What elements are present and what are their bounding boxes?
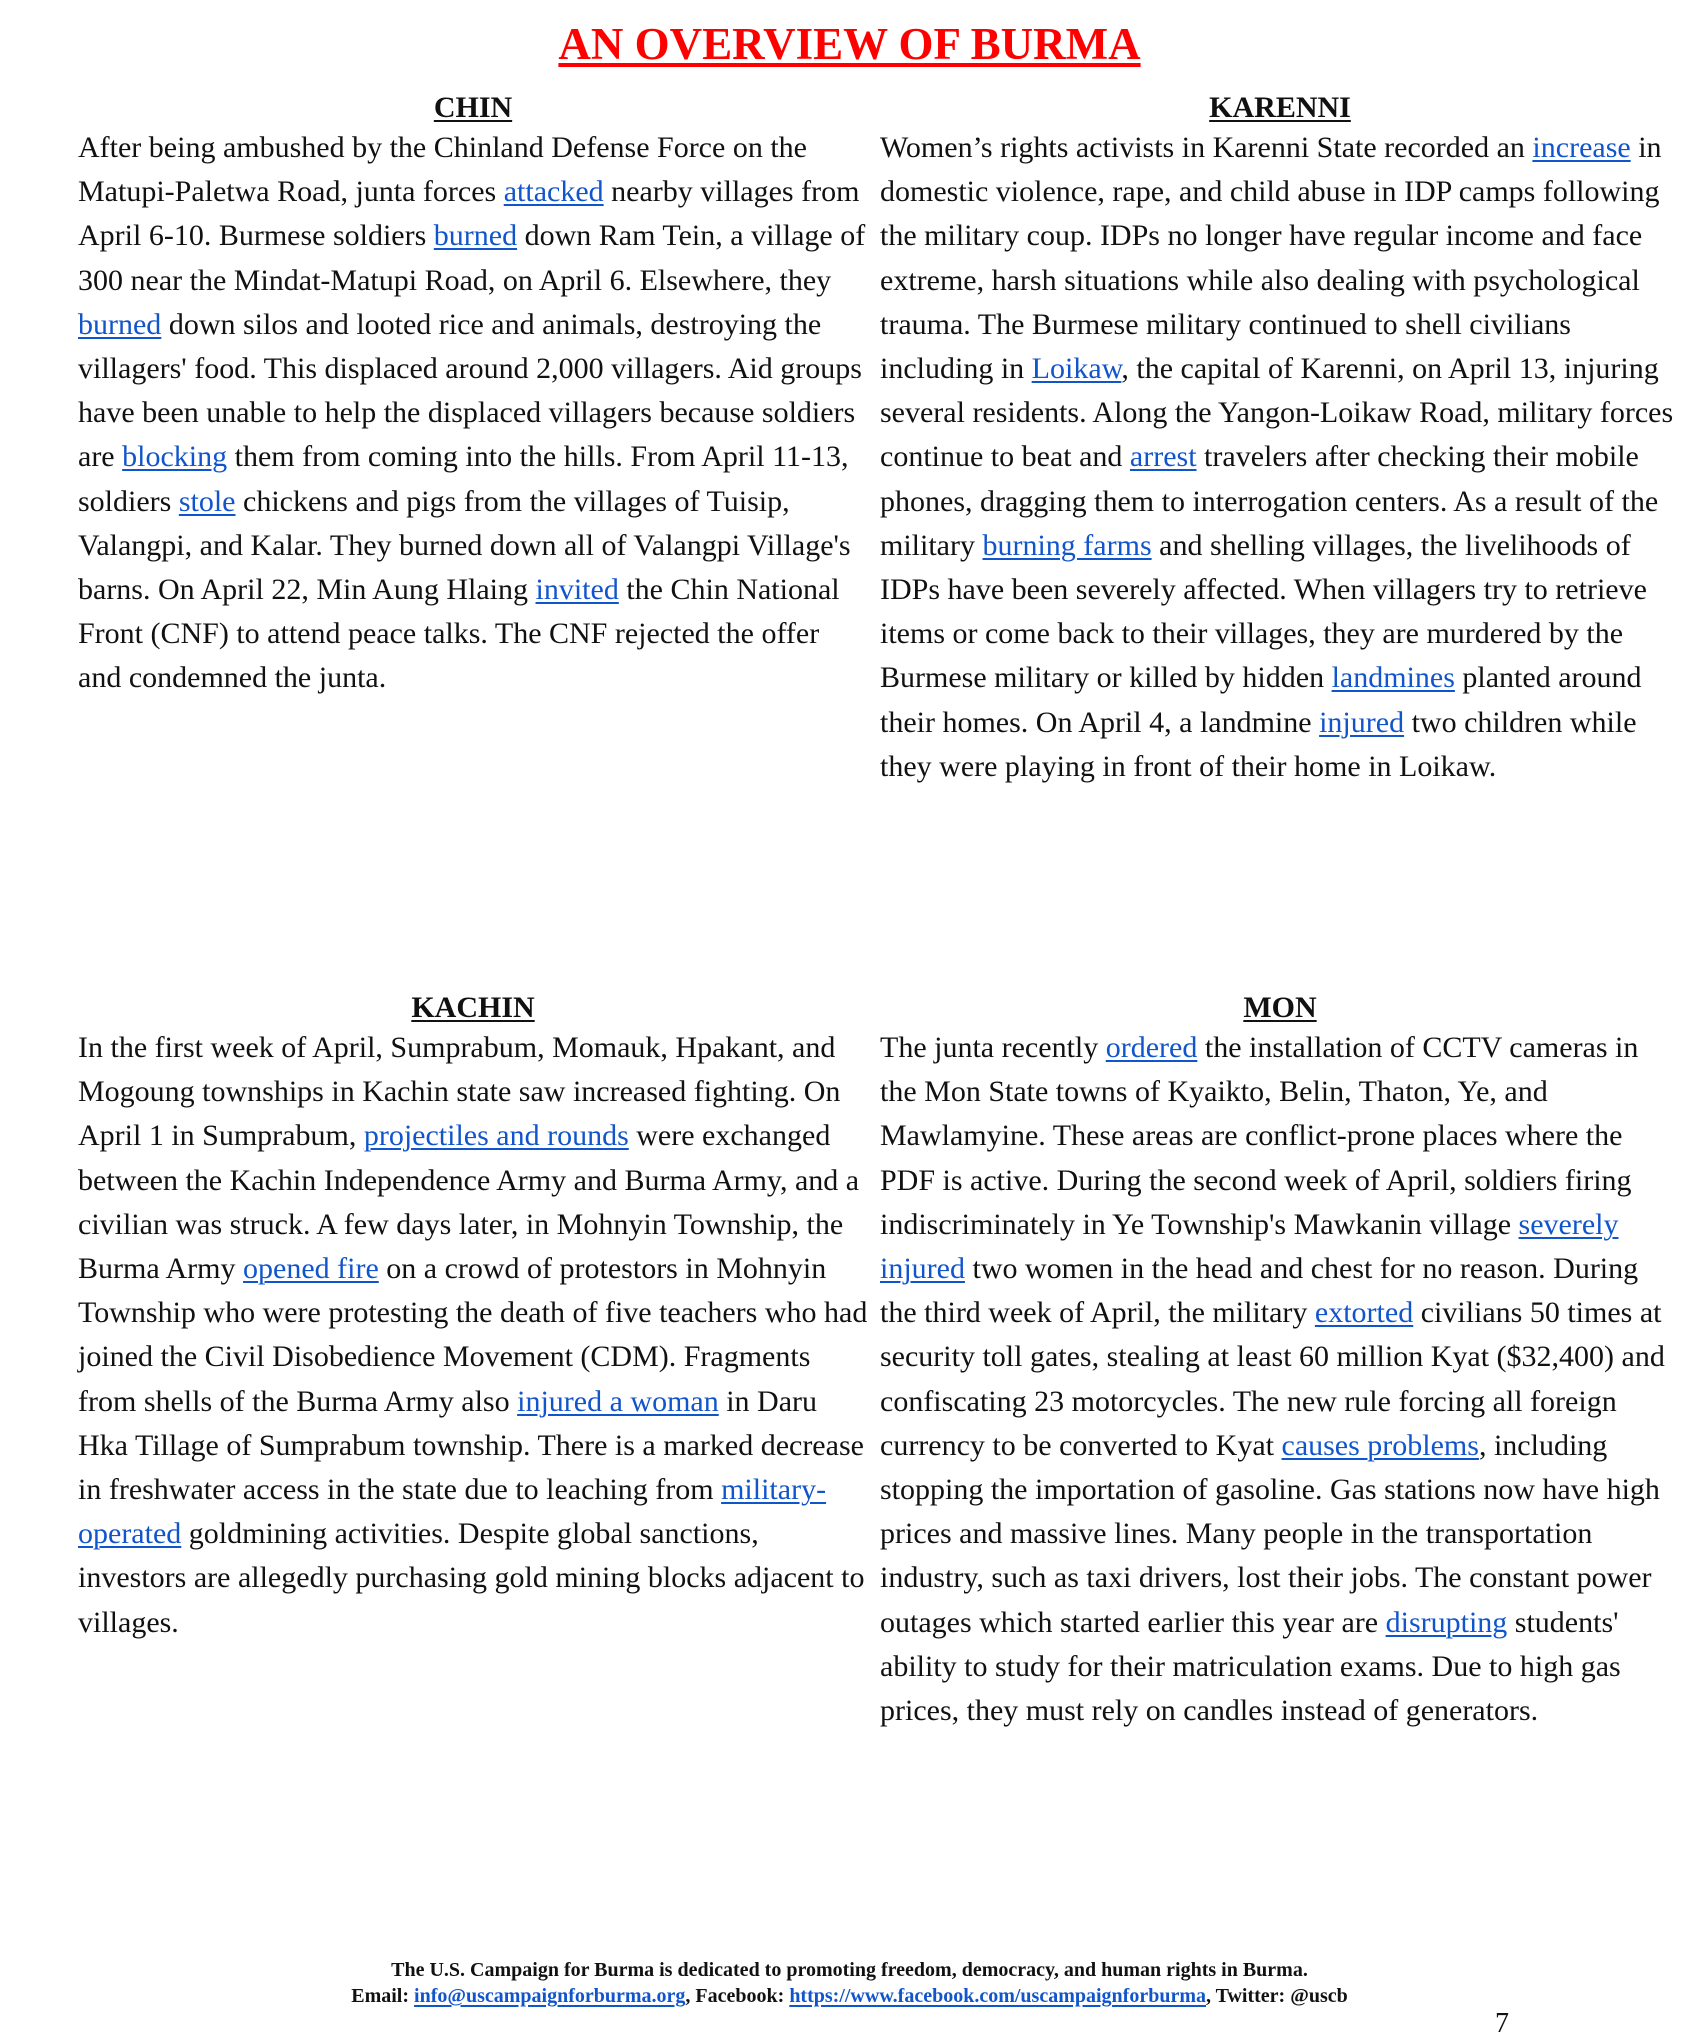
section-body-karenni: Women’s rights activists in Karenni State recorded an increase in domestic violence, rape, and child abuse in IDP camps following the military coup. IDPs no longer have regular income and face extreme, harsh situations while also dealing with psychological trauma. The Burmese military continued to shell civilians including in Loikaw, the capital of Karenni, on April 13, injuring several residents. Along the Yangon-Loikaw Road, military forces continue to beat and arrest travelers after checking their mobile phones, dragging them to interrogation centers. As a result of the military burning farms and shelling villages, the livelihoods of IDPs have been severely affected. When villagers try to retrieve items or come back to their villages, they are murdered by the Burmese military or killed by hidden landmines planted around their homes. On April 4, a landmine injured two children while they were playing in front of their home in Loikaw. xyxy=(880,131,1674,783)
link-blocking[interactable]: blocking xyxy=(122,440,228,474)
link-stole[interactable]: stole xyxy=(178,484,236,518)
link-landmines[interactable]: landmines xyxy=(1331,661,1455,695)
link-projectiles-and-rounds[interactable]: projectiles and rounds xyxy=(363,1119,629,1153)
link-loikaw[interactable]: Loikaw xyxy=(1031,352,1122,386)
section-heading-kachin: KACHIN xyxy=(411,991,535,1024)
page-number: 7 xyxy=(1495,2008,1509,2039)
link-attacked[interactable]: attacked xyxy=(503,175,604,209)
section-mon xyxy=(880,990,1680,1733)
footer-mission-statement: The U.S. Campaign for Burma is dedicated to promoting freedom, democracy, and human rights in Burma. xyxy=(391,1959,1308,1981)
link-disrupting[interactable]: disrupting xyxy=(1385,1605,1508,1639)
link-invited[interactable]: invited xyxy=(535,573,619,607)
link-opened-fire[interactable]: opened fire xyxy=(243,1252,379,1286)
link-burned-silos[interactable]: burned xyxy=(78,307,162,341)
footer-contact-line: Email: info@uscampaignforburma.org, Facebook: https://www.facebook.com/uscampaignforburma, Twitter: @uscb xyxy=(351,1985,1348,2007)
link-military-operated[interactable]: military-operated xyxy=(78,1473,827,1551)
link-burning-farms[interactable]: burning farms xyxy=(982,528,1152,562)
section-body-chin: After being ambushed by the Chinland Defense Force on the Matupi-Paletwa Road, junta forces attacked nearby villages from April 6-10. Burmese soldiers burned down Ram Tein, a village of 300 near the Mindat-Matupi Road, on April 6. Elsewhere, they burned down silos and looted rice and animals, destroying the villagers' food. This displaced around 2,000 villagers. Aid groups have been unable to help the displaced villagers because soldiers are blocking them from coming into the hills. From April 11-13, soldiers stole chickens and pigs from the villages of Tuisip, Valangpi, and Kalar. They burned down all of Valangpi Village's barns. On April 22, Min Aung Hlaing invited the Chin National Front (CNF) to attend peace talks. The CNF rejected the offer and condemned the junta. xyxy=(78,131,866,695)
link-extorted[interactable]: extorted xyxy=(1314,1296,1414,1330)
page-title: AN OVERVIEW OF BURMA xyxy=(558,19,1141,69)
link-arrest[interactable]: arrest xyxy=(1129,440,1197,474)
section-heading-chin: CHIN xyxy=(433,91,513,124)
link-injured-a-woman[interactable]: injured a woman xyxy=(517,1384,719,1418)
section-body-kachin: In the first week of April, Sumprabum, Momauk, Hpakant, and Mogoung townships in Kachin state saw increased fighting. On April 1 in Sumprabum, projectiles and rounds were exchanged between the Kachin Independence Army and Burma Army, and a civilian was struck. A few days later, in Mohnyin Township, the Burma Army opened fire on a crowd of protestors in Mohnyin Township who were protesting the death of five teachers who had joined the Civil Disobedience Movement (CDM). Fragments from shells of the Burma Army also injured a woman in Daru Hka Tillage of Sumprabum township. There is a marked decrease in freshwater access in the state due to leaching from military-operated goldmining activities. Despite global sanctions, investors are allegedly purchasing gold mining blocks adjacent to villages. xyxy=(78,1031,868,1639)
section-heading-karenni: KARENNI xyxy=(1209,91,1351,124)
facebook-link[interactable]: https://www.facebook.com/uscampaignforburma xyxy=(789,1985,1206,2007)
section-body-mon: The junta recently ordered the installation of CCTV cameras in the Mon State towns of Kyaikto, Belin, Thaton, Ye, and Mawlamyine. These areas are conflict-prone places where the PDF is active. During the second week of April, soldiers firing indiscriminately in Ye Township's Mawkanin village severely injured two women in the head and chest for no reason. During the third week of April, the military extorted civilians 50 times at security toll gates, stealing at least 60 million Kyat ($32,400) and confiscating 23 motorcycles. The new rule forcing all foreign currency to be converted to Kyat causes problems, including stopping the importation of gasoline. Gas stations now have high prices and massive lines. Many people in the transportation industry, such as taxi drivers, lost their jobs. The constant power outages which started earlier this year are disrupting students' ability to study for their matriculation exams. Due to high gas prices, they must rely on candles instead of generators. xyxy=(880,1031,1665,1728)
section-karenni xyxy=(880,90,1680,789)
email-link[interactable]: info@uscampaignforburma.org xyxy=(414,1985,686,2007)
link-increase[interactable]: increase xyxy=(1532,131,1631,164)
section-chin xyxy=(78,90,868,701)
link-injured[interactable]: injured xyxy=(1319,705,1405,739)
section-kachin xyxy=(78,990,868,1645)
link-burned-ram-tein[interactable]: burned xyxy=(433,219,518,253)
link-severely-injured[interactable]: severely injured xyxy=(880,1207,1619,1286)
footer xyxy=(0,1957,1699,2009)
link-ordered[interactable]: ordered xyxy=(1105,1031,1198,1064)
link-causes-problems[interactable]: causes problems xyxy=(1281,1428,1479,1462)
section-heading-mon: MON xyxy=(1243,991,1317,1024)
